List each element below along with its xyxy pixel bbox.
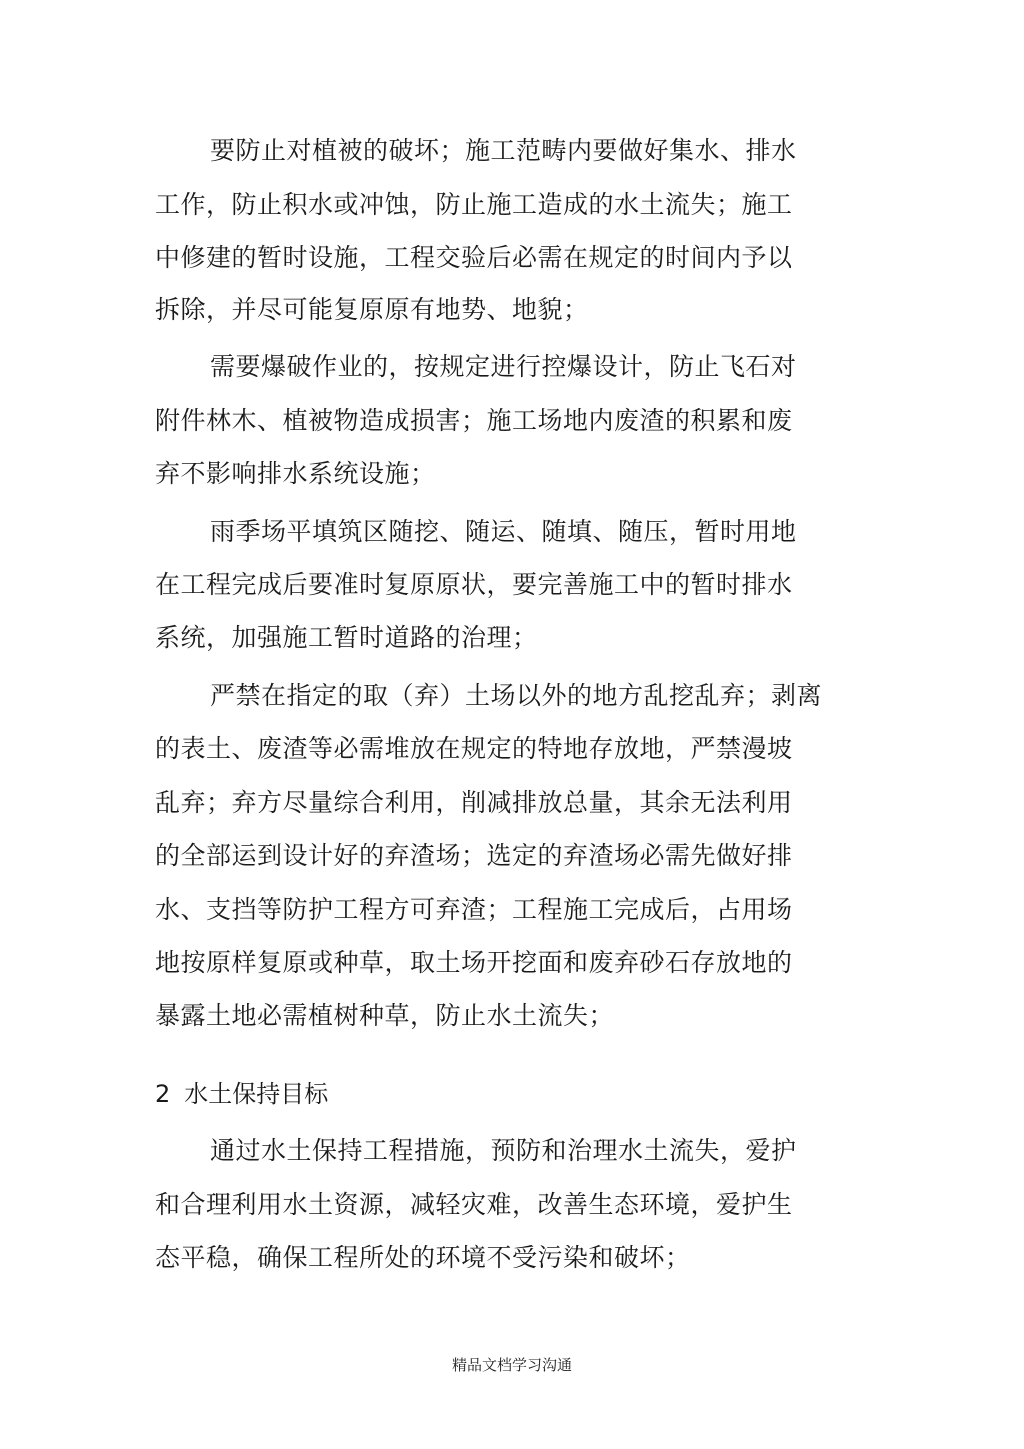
section-paragraph-line-2: 和合理利用水土资源，减轻灾难，改善生态环境，爱护生 (155, 1190, 793, 1219)
paragraph-1-line-2: 工作，防止积水或冲蚀，防止施工造成的水土流失；施工 (155, 190, 793, 219)
section-heading (155, 1079, 328, 1109)
paragraph-3-line-3: 系统，加强施工暂时道路的治理； (155, 623, 538, 652)
paragraph-4-line-1: 严禁在指定的取（弃）土场以外的地方乱挖乱弃；剥离 (210, 681, 823, 710)
section-paragraph-line-1: 通过水土保持工程措施，预防和治理水土流失，爱护 (210, 1136, 797, 1165)
paragraph-1-line-1: 要防止对植被的破坏；施工范畴内要做好集水、排水 (210, 136, 797, 165)
paragraph-3-line-2: 在工程完成后要准时复原原状，要完善施工中的暂时排水 (155, 570, 793, 599)
section-title: 水土保持目标 (184, 1080, 329, 1108)
paragraph-4-line-7: 暴露土地必需植树种草，防止水土流失； (155, 1001, 615, 1030)
paragraph-1-line-3: 中修建的暂时设施，工程交验后必需在规定的时间内予以 (155, 243, 793, 272)
paragraph-2-line-1: 需要爆破作业的，按规定进行控爆设计，防止飞石对 (210, 352, 797, 381)
paragraph-4-line-4: 的全部运到设计好的弃渣场；选定的弃渣场必需先做好排 (155, 841, 793, 870)
paragraph-2-line-3: 弃不影响排水系统设施； (155, 459, 436, 488)
section-paragraph-line-3: 态平稳，确保工程所处的环境不受污染和破坏； (155, 1243, 691, 1272)
paragraph-4-line-3: 乱弃；弃方尽量综合利用，削减排放总量，其余无法利用 (155, 788, 793, 817)
paragraph-3-line-1: 雨季场平填筑区随挖、随运、随填、随压，暂时用地 (210, 517, 797, 546)
paragraph-2-line-2: 附件林木、植被物造成损害；施工场地内废渣的积累和废 (155, 406, 793, 435)
paragraph-4-line-6: 地按原样复原或种草，取土场开挖面和废弃砂石存放地的 (155, 948, 793, 977)
page-footer: 精品文档学习沟通 (451, 1356, 572, 1374)
paragraph-4-line-2: 的表土、废渣等必需堆放在规定的特地存放地，严禁漫坡 (155, 734, 793, 763)
paragraph-1-line-4: 拆除，并尽可能复原原有地势、地貌； (155, 295, 589, 324)
paragraph-4-line-5: 水、支挡等防护工程方可弃渣；工程施工完成后，占用场 (155, 895, 793, 924)
section-number: 2 (155, 1080, 171, 1108)
